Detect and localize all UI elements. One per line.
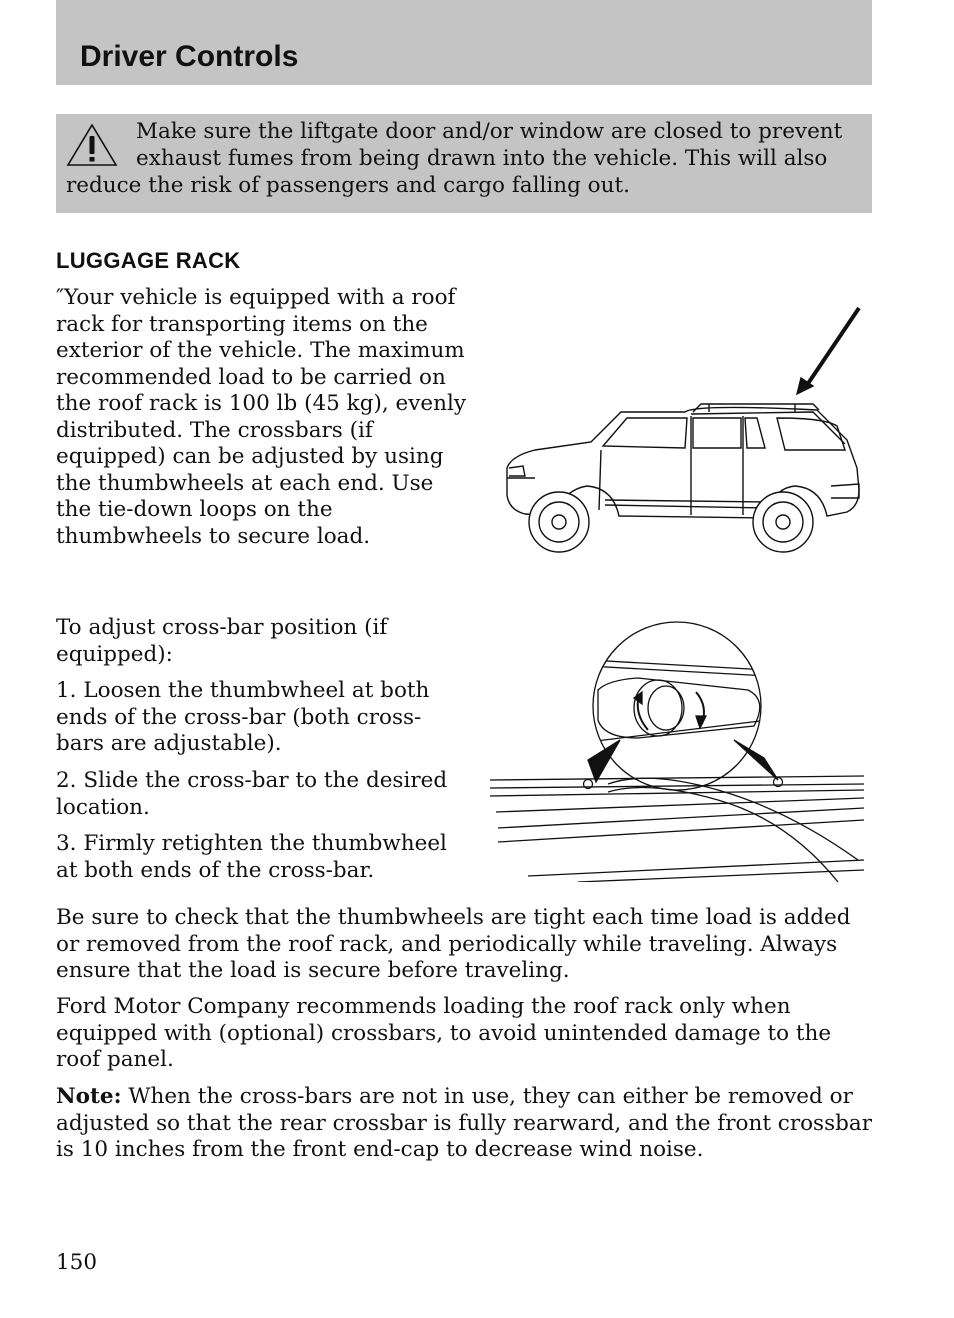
intro-paragraph: ″Your vehicle is equipped with a roof rack for transporting items on the exterior of the vehicle. The maximum recommended load to be carried on the roof rack is 100 lb (45 kg), evenly distributed. The crossbars (if equipped) can be adjusted by using the thumbwheels at each end. Use the tie-down loops on the thumbwheels to secure load. (56, 285, 466, 549)
step-3: 3. Firmly retighten the thumbwheel at both ends of the cross-bar. (56, 831, 447, 883)
page-title: Driver Controls (80, 40, 299, 73)
step-2: 2. Slide the cross-bar to the desired location. (56, 768, 448, 820)
note-text: When the cross-bars are not in use, they can either be removed or adjusted so that the rear crossbar is fully rearward, and the front crossbar is 10 inches from the front end-cap to decrease wind noise. (56, 1084, 872, 1162)
section-heading: LUGGAGE RACK (56, 248, 241, 273)
warning-text: Make sure the liftgate door and/or window are closed to prevent exhaust fumes from being drawn into the vehicle. This will also reduce the risk of passengers and cargo falling out. (66, 119, 843, 198)
page-number: 150 (56, 1250, 98, 1275)
check-thumbwheels-paragraph: Be sure to check that the thumbwheels are tight each time load is added or removed from the roof rack, and periodically while traveling. Always ensure that the load is secure before traveling. (56, 905, 851, 983)
note-label: Note: (56, 1084, 122, 1109)
step-1: 1. Loosen the thumbwheel at both ends of the cross-bar (both cross-bars are adjustable). (56, 678, 430, 756)
vehicle-roof-rack-illustration (495, 300, 865, 555)
adjust-intro: To adjust cross-bar position (if equipped): (56, 615, 388, 667)
note-paragraph (56, 1084, 872, 1164)
crossbar-thumbwheel-illustration (488, 620, 866, 882)
ford-recommendation-paragraph: Ford Motor Company recommends loading the roof rack only when equipped with (optional) crossbars, to avoid unintended damage to the roof panel. (56, 994, 832, 1072)
